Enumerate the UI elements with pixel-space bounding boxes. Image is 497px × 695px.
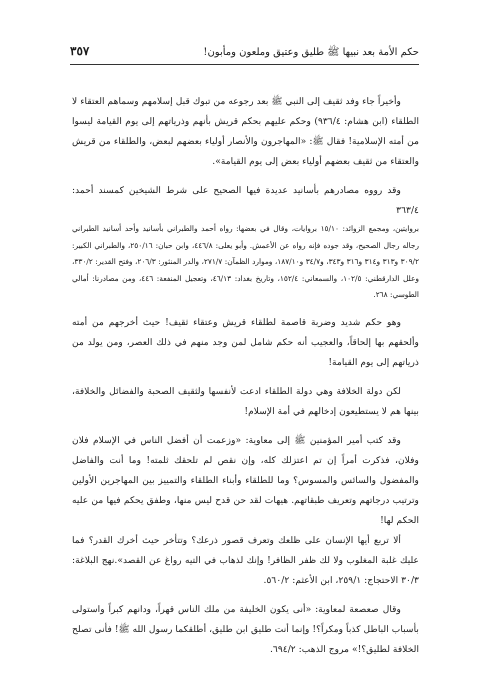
running-title: حكم الأمة بعد نبيها ﷺ طليق وعتيق وملعون ومأبون! (203, 47, 419, 58)
paragraph-letter-to-muawiya: وقد كتب أمير المؤمنين ﷺ إلى معاوية: «وزعمت أن أفضل الناس في الإسلام فلان وفلان، فذكرت أمراً إن تم اعتزلك كله، وإن نقص لم تلحقك ثلمته! وما أنت والفاضل والمفضول والسائس والمسوس؟ وما للطلقاء وأبناء الطلقاء والتمييز بين المهاجرين الأولين وترتيب درجاتهم وتعريف طبقاتهم. هيهات لقد حن قدح ليس منها، وطفق يحكم فيها من عليه الحكم لها! (72, 434, 419, 526)
paragraph-caliphate-state: لكن دولة الخلافة وهي دولة الطلقاء ادعت لأنفسها ولثقيف الصحبة والفضائل والخلافة، بينها هم لا يستطيعون إدخالهم في أمة الإسلام! (72, 385, 419, 417)
paragraph-narrations: وقد رووه مصادرهم بأسانيد عديدة فيها الصحيح على شرط الشيخين كمسند أحمد: ٣٦٣/٤ (72, 185, 419, 216)
paragraph-thaqif-delegation: وأخيراً جاء وفد ثقيف إلى النبي ﷺ بعد رجوعه من تبوك قبل إسلامهم وسماهم العتقاء لا الطلقاء (ابن هشام: ٩٣٦/٤) وحكم عليهم بحكم قريش بأنهم وذرياتهم إلى يوم القيامة ليسوا من أمته الإسلامية! فقال ﷺ: «المهاجرون والأنصار أولياء بعضهم لبعض، والطلقاء من قريش والعتقاء من ثقيف بعضهم أولياء بعض إلى يوم القيامة». (72, 96, 419, 167)
paragraph-sasaa: وقال صعصعة لمعاوية: «أنى يكون الخليفة من ملك الناس قهراً، ودانهم كبراً واستولى بأسباب الباطل كذباً ومكراً؟! وإنما أنت طليق ابن طليق، أطلقكما رسول الله ﷺ! فأنى تصلح الخلافة لطليق؟!» مروج الذهب: ٦٩٤/٢. (72, 603, 419, 655)
header-rule (70, 64, 419, 65)
paragraph-severe-ruling: وهو حكم شديد وضربة قاصمة لطلقاء قريش وعتقاء ثقيف! حيث أخرجهم من أمته وألحقهم بها إلحاقاً، والعجيب أنه حكم شامل لمن وجد منهم في ذلك العصر، ومن يولد من ذرياتهم إلى يوم القيامة! (72, 316, 419, 368)
page-header (70, 44, 419, 60)
page-body (72, 92, 419, 660)
page-number: ٣٥٧ (70, 44, 90, 58)
references-block: بروايتين، ومجمع الزوائد: ١٥/١٠ بروايات، وقال في بعضها: رواه أحمد والطبراني بأسانيد وأحد أسانيد الطبراني رجاله رجال الصحيح، وقد جوده فإنه رواه عن الأعمش. وأبو يعلى: ٤٤٦/٨، وابن حبان: ٢٥٠/١٦، والطبراني الكبير: ٣٠٩/٢ و٣١٣ و٣١٤ و٣١٦ و٣٤٣، و٣٤/٧ و١٨٧/١٠، وموارد الظمآن: ٢٧١/٧، والدر المنثور: ٢٠٦/٣، وفتح القدير: ٣٣٠/٢، وعلل الدارقطني: ١٠٢/٥، والسمعاني: ١٥٢/٤، وتاريخ بغداد: ٤٦/١٣، وتعجيل المنفعة: ٤٤٦، ومن مصادرنا: أمالي الطوسي: ٢٦٨. (72, 224, 420, 299)
paragraph-letter-continued: ألا تربع أيها الإنسان على ظلعك وتعرف قصور ذرعك؟ وتتأخر حيث أخرك القدر؟ فما عليك غلبة المغلوب ولا لك ظفر الظافر! وإنك لذهاب في التيه رواغ عن القصد».نهج البلاغة: ٣٠/٣ الاحتجاج: ٢٥٩/١، ابن الأعثم: ٥٦٠/٢. (72, 534, 419, 586)
